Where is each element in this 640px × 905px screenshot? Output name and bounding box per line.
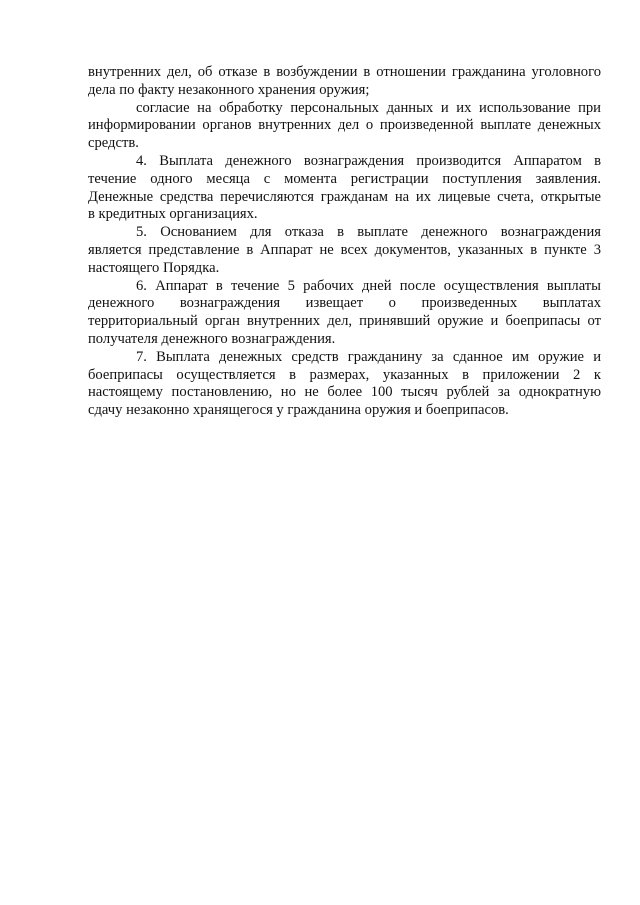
text-line: 4. Выплата денежного вознаграждения производится Аппаратом в — [136, 152, 601, 169]
document-page — [88, 64, 601, 420]
text-line: является представление в Аппарат не всех документов, указанных в пункте 3 — [88, 241, 601, 258]
text-line: сдачу незаконно хранящегося у гражданина оружия и боеприпасов. — [88, 402, 509, 419]
text-line: дела по факту незаконного хранения оружия; — [88, 81, 370, 98]
paragraph — [88, 64, 601, 100]
paragraph — [88, 100, 601, 153]
text-line: 7. Выплата денежных средств гражданину за сданное им оружие и — [136, 348, 601, 365]
text-line: в кредитных организациях. — [88, 206, 258, 223]
paragraph — [88, 153, 601, 224]
text-line: Денежные средства перечисляются гражданам на их лицевые счета, открытые — [88, 188, 601, 205]
text-line: внутренних дел, об отказе в возбуждении в отношении гражданина уголовного — [88, 64, 601, 80]
text-line: средств. — [88, 135, 139, 152]
text-line: территориальный орган внутренних дел, принявший оружие и боеприпасы от — [88, 313, 601, 330]
text-line: получателя денежного вознаграждения. — [88, 330, 336, 347]
text-line: течение одного месяца с момента регистрации поступления заявления. — [88, 170, 601, 187]
text-line: настоящего Порядка. — [88, 259, 220, 276]
text-line: боеприпасы осуществляется в размерах, указанных в приложении 2 к — [88, 366, 601, 383]
text-line: информировании органов внутренних дел о произведенной выплате денежных — [88, 117, 601, 134]
text-line: 5. Основанием для отказа в выплате денежного вознаграждения — [136, 224, 601, 241]
paragraph — [88, 278, 601, 349]
paragraph — [88, 224, 601, 277]
paragraph — [88, 349, 601, 420]
text-line: согласие на обработку персональных данных и их использование при — [136, 99, 601, 116]
text-line: денежного вознаграждения извещает о произведенных выплатах — [88, 295, 601, 312]
text-line: настоящему постановлению, но не более 100 тысяч рублей за однократную — [88, 384, 601, 401]
text-line: 6. Аппарат в течение 5 рабочих дней после осуществления выплаты — [136, 277, 601, 294]
